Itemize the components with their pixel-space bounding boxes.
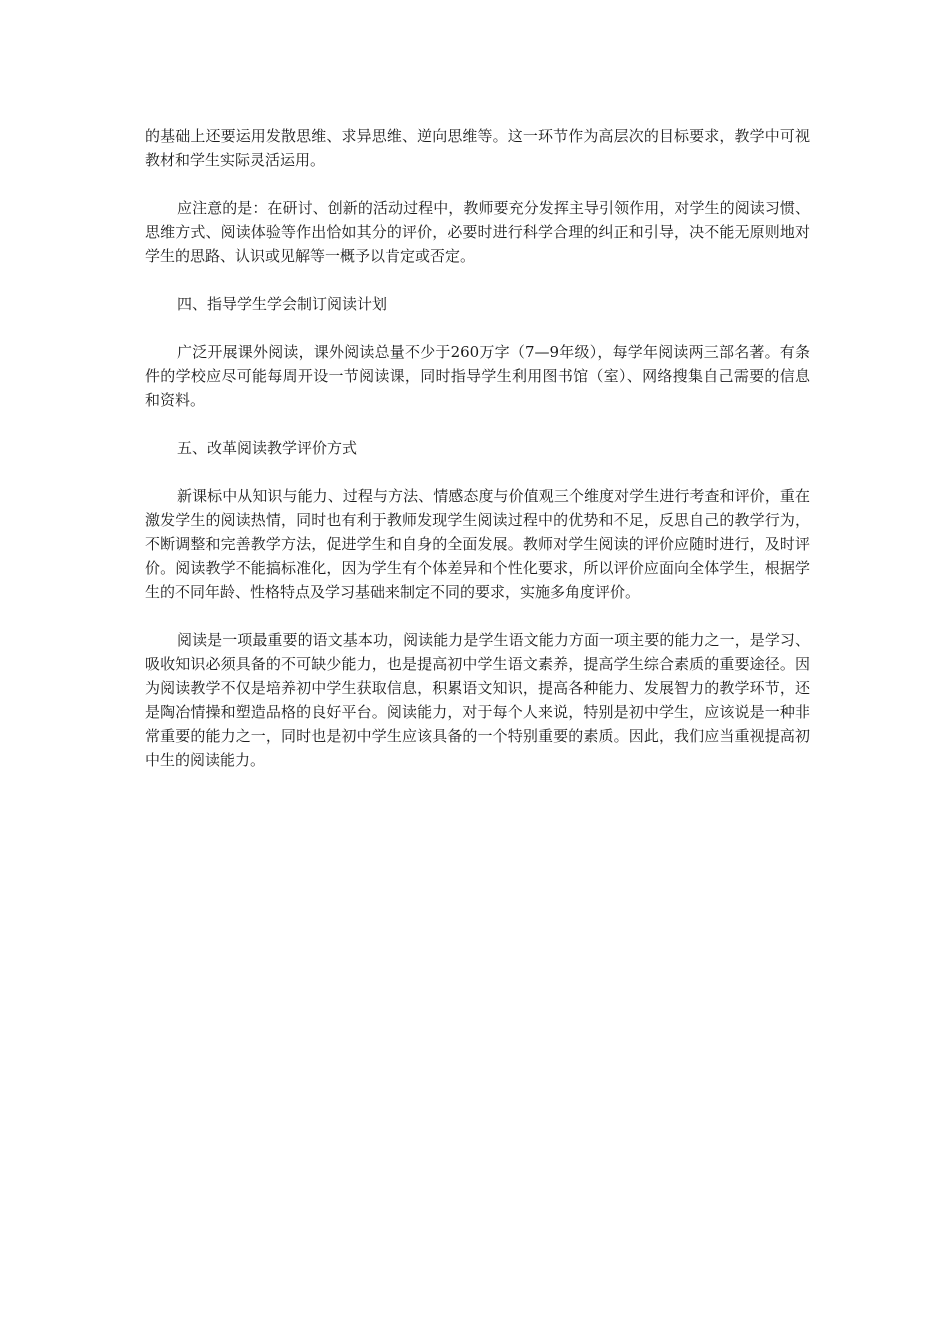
section-heading-4: 四、指导学生学会制订阅读计划 — [177, 295, 388, 313]
paragraph-continuation: 的基础上还要运用发散思维、求异思维、逆向思维等。这一环节作为高层次的目标要求，教学中可视教材和学生实际灵活运用。 — [145, 127, 810, 169]
paragraph-evaluation-reform: 新课标中从知识与能力、过程与方法、情感态度与价值观三个维度对学生进行考查和评价，重在激发学生的阅读热情，同时也有利于教师发现学生阅读过程中的优势和不足，反思自己的教学行为，不断调整和完善教学方法，促进学生和自身的全面发展。教师对学生阅读的评价应随时进行，及时评价。阅读教学不能搞标准化，因为学生有个体差异和个性化要求，所以评价应面向全体学生，根据学生的不同年龄、性格特点及学习基础来制定不同的要求，实施多角度评价。 — [145, 487, 810, 601]
document-body — [145, 124, 810, 796]
paragraph-reading-plan: 广泛开展课外阅读，课外阅读总量不少于260万字（7—9年级），每学年阅读两三部名著。有条件的学校应尽可能每周开设一节阅读课，同时指导学生利用图书馆（室）、网络搜集自己需要的信息和资料。 — [145, 343, 810, 409]
paragraph-conclusion: 阅读是一项最重要的语文基本功，阅读能力是学生语文能力方面一项主要的能力之一，是学习、吸收知识必须具备的不可缺少能力，也是提高初中学生语文素养，提高学生综合素质的重要途径。因为阅读教学不仅是培养初中学生获取信息，积累语文知识，提高各种能力、发展智力的教学环节，还是陶冶情操和塑造品格的良好平台。阅读能力，对于每个人来说，特别是初中学生，应该说是一种非常重要的能力之一，同时也是初中学生应该具备的一个特别重要的素质。因此，我们应当重视提高初中生的阅读能力。 — [145, 631, 810, 769]
paragraph-attention-note: 应注意的是：在研讨、创新的活动过程中，教师要充分发挥主导引领作用，对学生的阅读习惯、思维方式、阅读体验等作出恰如其分的评价，必要时进行科学合理的纠正和引导，决不能无原则地对学生的思路、认识或见解等一概予以肯定或否定。 — [145, 199, 810, 265]
section-heading-5: 五、改革阅读教学评价方式 — [177, 439, 358, 457]
